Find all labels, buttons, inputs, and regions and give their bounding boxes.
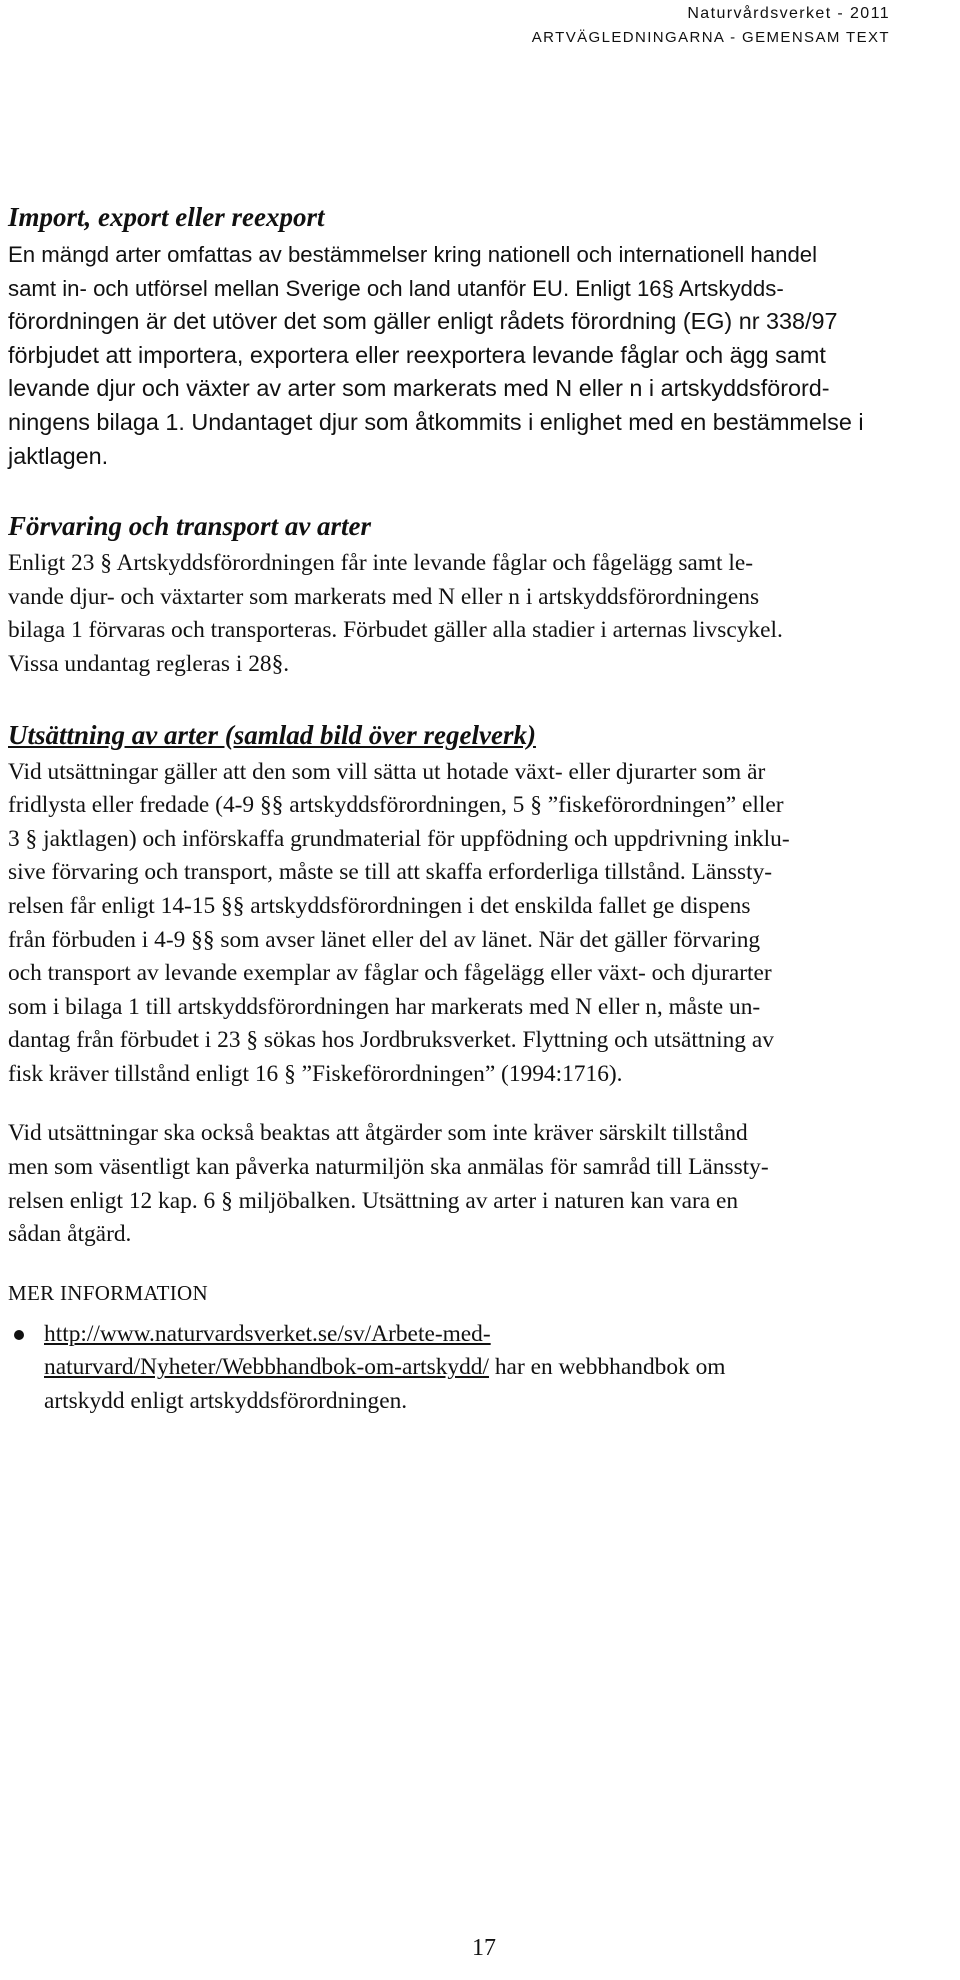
text-line: 3 § jaktlagen) och införskaffa grundmaterial för uppfödning och uppdrivning inklu- <box>8 825 790 852</box>
text-line: vande djur- och växtarter som markerats med N eller n i artskyddsförordningens <box>8 583 760 610</box>
text-line: fridlysta eller fredade (4-9 §§ artskyddsförordningen, 5 § ”fiskeförordningen” eller <box>8 792 784 819</box>
text-line: fisk kräver tillstånd enligt 16 § ”Fiskeförordningen” (1994:1716). <box>8 1060 623 1087</box>
text-line: bilaga 1 förvaras och transporteras. Förbudet gäller alla stadier i arternas livscykel. <box>8 617 783 644</box>
bullet-icon <box>14 1330 24 1340</box>
webbhandbok-link[interactable]: http://www.naturvardsverket.se/sv/Arbete-med- <box>44 1320 491 1347</box>
text-line: och transport av levande exemplar av fåglar och fågelägg eller växt- och djurarter <box>8 960 772 987</box>
text-line: ningens bilaga 1. Undantaget djur som åtkommits i enlighet med en bestämmelse i <box>8 408 864 435</box>
text-line: som i bilaga 1 till artskyddsförordningen har markerats med N eller n, måste un- <box>8 993 761 1020</box>
text-line: Enligt 23 § Artskyddsförordningen får inte levande fåglar och fågelägg samt le- <box>8 550 754 577</box>
text-line: förbjudet att importera, exportera eller reexportera levande fåglar och ägg samt <box>8 341 826 368</box>
more-info-label: MER INFORMATION <box>8 1280 208 1305</box>
text-line: men som väsentligt kan påverka naturmiljön ska anmälas för samråd till Länssty- <box>8 1154 769 1181</box>
page-number-text: 17 <box>472 1935 496 1961</box>
document-body <box>8 200 916 1419</box>
section-heading-storage: Förvaring och transport av arter <box>8 511 372 542</box>
text-line: sådan åtgärd. <box>8 1221 132 1248</box>
page-number <box>0 1935 960 1962</box>
text-line: relsen får enligt 14-15 §§ artskyddsförordningen i det enskilda fallet ge dispens <box>8 892 751 919</box>
section-release-text <box>8 756 916 1092</box>
text-line: förordningen är det utöver det som gäller enligt rådets förordning (EG) nr 338/97 <box>8 308 838 335</box>
text-line: jaktlagen. <box>8 442 109 469</box>
text-line: levande djur och växter av arter som markerats med N eller n i artskyddsförord- <box>8 375 830 402</box>
more-info-text <box>44 1318 725 1419</box>
text-line: dantag från förbudet i 23 § sökas hos Jordbruksverket. Flyttning och utsättning av <box>8 1027 774 1054</box>
section-heading-import: Import, export eller reexport <box>8 202 325 232</box>
text-line: från förbuden i 4-9 §§ som avser länet eller del av länet. När det gäller förvaring <box>8 926 761 953</box>
webbhandbok-link-cont[interactable]: naturvard/Nyheter/Webbhandbok-om-artskydd/ <box>44 1354 490 1381</box>
header-subtitle: ARTVÄGLEDNINGARNA - GEMENSAM TEXT <box>531 29 890 46</box>
text-line: Vid utsättningar ska också beaktas att åtgärder som inte kräver särskilt tillstånd <box>8 1120 748 1147</box>
more-info-list-item <box>8 1318 916 1419</box>
text-line: Vissa undantag regleras i 28§. <box>8 650 290 677</box>
text-line: relsen enligt 12 kap. 6 § miljöbalken. Utsättning av arter i naturen kan vara en <box>8 1187 739 1214</box>
text-line: Vid utsättningar gäller att den som vill sätta ut hotade växt- eller djurarter som är <box>8 758 766 785</box>
section-storage-text <box>8 547 916 681</box>
section-heading-release: Utsättning av arter (samlad bild över regelverk) <box>8 719 536 750</box>
text-line: sive förvaring och transport, måste se till att skaffa erforderliga tillstånd. Länssty- <box>8 859 773 886</box>
text-line: samt in- och utförsel mellan Sverige och land utanför EU. Enligt 16§ Artskydds- <box>8 275 784 301</box>
text-line: artskydd enligt artskyddsförordningen. <box>44 1388 408 1415</box>
header-publisher: Naturvårdsverket - 2011 <box>687 5 890 22</box>
more-info-trailing-text: har en webbhandbok om <box>489 1354 726 1381</box>
running-header <box>532 2 890 50</box>
section-release-text-2 <box>8 1117 916 1251</box>
section-import-text <box>8 238 916 473</box>
text-line: En mängd arter omfattas av bestämmelser kring nationell och internationell handel <box>8 242 818 267</box>
